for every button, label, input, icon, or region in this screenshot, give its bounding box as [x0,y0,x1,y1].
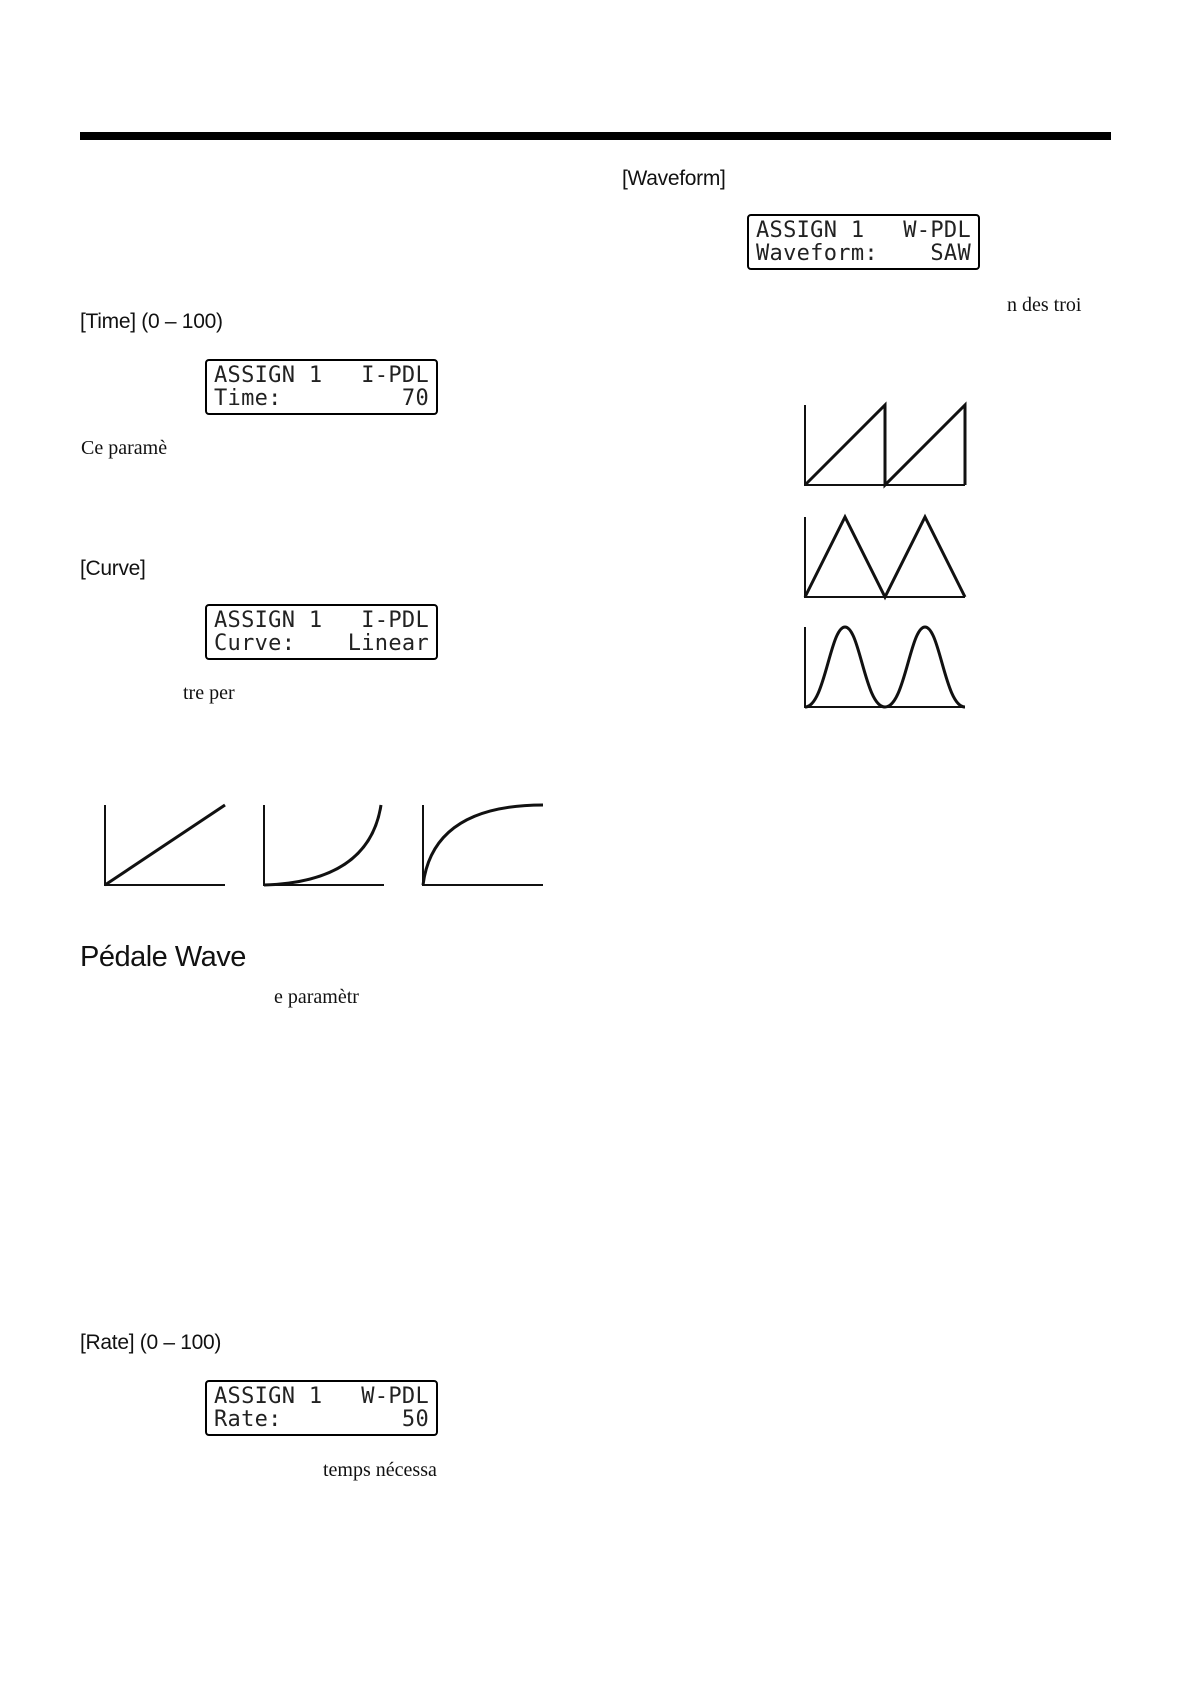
curve-slow-rise-diagram [259,800,389,890]
time-heading: [Time] (0 – 100) [80,310,223,333]
waveform-sine-diagram [800,622,970,712]
lcd-line1-right: I-PDL [361,363,429,388]
lcd-line1-left: ASSIGN 1 [756,218,865,243]
waveform-heading: [Waveform] [622,167,726,190]
lcd-line2-right: Linear [347,631,429,656]
lcd-line2-right: 70 [401,386,429,411]
lcd-line2-left: Rate: [214,1407,282,1432]
curve-heading: [Curve] [80,557,146,580]
lcd-line1-left: ASSIGN 1 [214,1384,323,1409]
waveform-description: n des troi [1007,294,1082,316]
waveform-triangle-line [805,517,965,597]
lcd-line2-right: SAW [930,241,971,266]
lcd-line2-right: 50 [401,1407,429,1432]
lcd-line1-left: ASSIGN 1 [214,608,323,633]
curve-fast-rise-diagram [418,800,548,890]
waveform-triangle-axes [805,517,965,597]
top-rule [80,132,1111,140]
rate-heading: [Rate] (0 – 100) [80,1331,222,1354]
curve-linear-line [105,805,225,885]
curve-fast-rise-axes [423,805,543,885]
rate-description: temps nécessa [323,1459,437,1481]
time-lcd-display [205,359,438,415]
waveform-lcd-display [747,214,980,270]
rate-lcd-display [205,1380,438,1436]
waveform-triangle-diagram [800,512,970,602]
lcd-line2-left: Time: [214,386,282,411]
pedal-wave-heading: Pédale Wave [80,941,246,973]
lcd-line2-left: Curve: [214,631,296,656]
lcd-line1-right: I-PDL [361,608,429,633]
lcd-line2-left: Waveform: [756,241,878,266]
lcd-line1-right: W-PDL [361,1384,429,1409]
curve-linear-diagram [100,800,230,890]
lcd-line1-left: ASSIGN 1 [214,363,323,388]
waveform-sine-line [805,627,965,707]
curve-fast-rise-line [423,805,543,885]
curve-lcd-display [205,604,438,660]
curve-description: tre per [183,682,235,704]
curve-slow-rise-line [264,805,381,885]
waveform-sine-axes [805,627,965,707]
pedal-wave-description: e paramètr [274,986,359,1008]
time-description: Ce paramè [81,437,168,459]
lcd-line1-right: W-PDL [903,218,971,243]
waveform-sawtooth-diagram [800,400,970,490]
waveform-sawtooth-line [805,405,965,485]
